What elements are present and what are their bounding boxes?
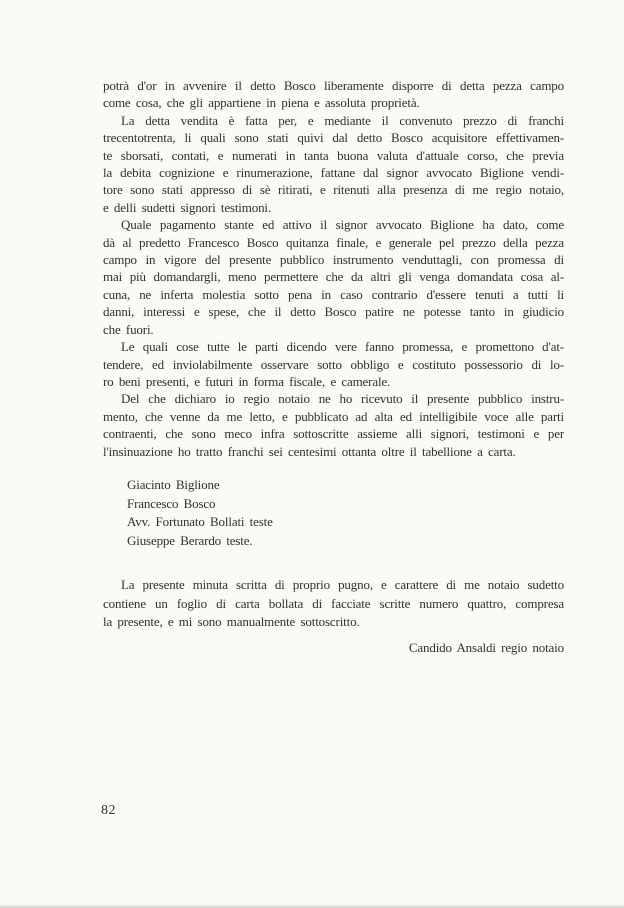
text-line: Le quali cose tutte le parti dicendo vere fanno promessa, e promettono d'at- xyxy=(121,339,564,355)
text-line: dà al predetto Francesco Bosco quitanza finale, e generale pel prezzo della pezza xyxy=(103,234,564,250)
signature-line: Giuseppe Berardo teste. xyxy=(127,532,253,548)
text-line: La presente minuta scritta di proprio pugno, e carattere di me notaio sudetto xyxy=(121,577,564,593)
signature-line: Francesco Bosco xyxy=(127,495,216,511)
text-line: cuna, ne inferta molestia sotto pena in caso contrario d'essere tenuti a tutti li xyxy=(103,286,564,302)
text-line: la presente, e mi sono manualmente sottoscritto. xyxy=(103,614,360,630)
text-line: ro beni presenti, e futuri in forma fiscale, e camerale. xyxy=(103,373,391,389)
text-line: come cosa, che gli appartiene in piena e assoluta proprietà. xyxy=(103,95,420,111)
text-line: tendere, ed inviolabilmente osservare sotto obbligo e costituto possessorio di lo- xyxy=(103,356,564,372)
paragraph xyxy=(103,216,564,338)
text-line: che fuori. xyxy=(103,321,154,337)
paragraph xyxy=(103,112,564,216)
text-line: e delli sudetti signori testimoni. xyxy=(103,199,271,215)
notarial-deed-text xyxy=(103,77,564,657)
signature-line: Giacinto Biglione xyxy=(127,476,220,492)
text-line: la debita cognizione e rinumerazione, fattane dal signor avvocato Biglione vendi- xyxy=(103,165,564,181)
paragraph xyxy=(103,338,564,390)
text-line: La detta vendita è fatta per, e mediante il convenuto prezzo di franchi xyxy=(121,112,564,128)
text-line: contraenti, che sono meco infra sottoscritte assieme alli signori, testimoni e per xyxy=(103,426,564,442)
paragraph xyxy=(103,77,564,112)
paragraph xyxy=(103,390,564,460)
signature-line: Avv. Fortunato Bollati teste xyxy=(127,514,273,530)
text-line: campo in vigore del presente pubblico instrumento venduttagli, con promessa di xyxy=(103,252,564,268)
closing-note xyxy=(103,576,564,632)
page-number: 82 xyxy=(101,803,116,818)
text-line: potrà d'or in avvenire il detto Bosco liberamente disporre di detta pezza campo xyxy=(103,78,564,93)
notary-signoff: Candido Ansaldi regio notaio xyxy=(408,639,564,655)
text-line: te sborsati, contati, e numerati in tanta buona valuta d'attuale corso, che previa xyxy=(103,147,564,163)
scan-edge-bottom xyxy=(0,904,624,908)
text-line: mai più domandargli, meno permettere che da altri gli venga domandata cosa al- xyxy=(103,269,564,285)
text-line: Del che dichiaro io regio notaio ne ho ricevuto il presente pubblico instru- xyxy=(121,391,564,407)
text-line: contiene un foglio di carta bollata di facciate scritte numero quattro, compresa xyxy=(103,595,564,611)
text-line: danni, interessi e spese, che il detto Bosco patire ne potesse tanto in giudicio xyxy=(103,304,564,320)
text-line: trecentotrenta, li quali sono stati quivi dal detto Bosco acquisitore effettivamen- xyxy=(103,130,564,146)
scan-edge-top xyxy=(0,0,624,3)
signature-block xyxy=(103,476,564,550)
text-line: l'insinuazione ho tratto franchi sei centesimi ottanta oltre il tabellione a carta. xyxy=(103,443,516,459)
deed-body xyxy=(103,77,564,460)
text-line: Quale pagamento stante ed attivo il signor avvocato Biglione ha dato, come xyxy=(121,217,564,233)
text-line: mento, che venne da me letto, e pubblicato ad alta ed intelligibile voce alle parti xyxy=(103,408,564,424)
text-line: tore sono stati appresso di sè ritirati, e ritenuti alla presenza di me regio notaio, xyxy=(103,182,564,198)
